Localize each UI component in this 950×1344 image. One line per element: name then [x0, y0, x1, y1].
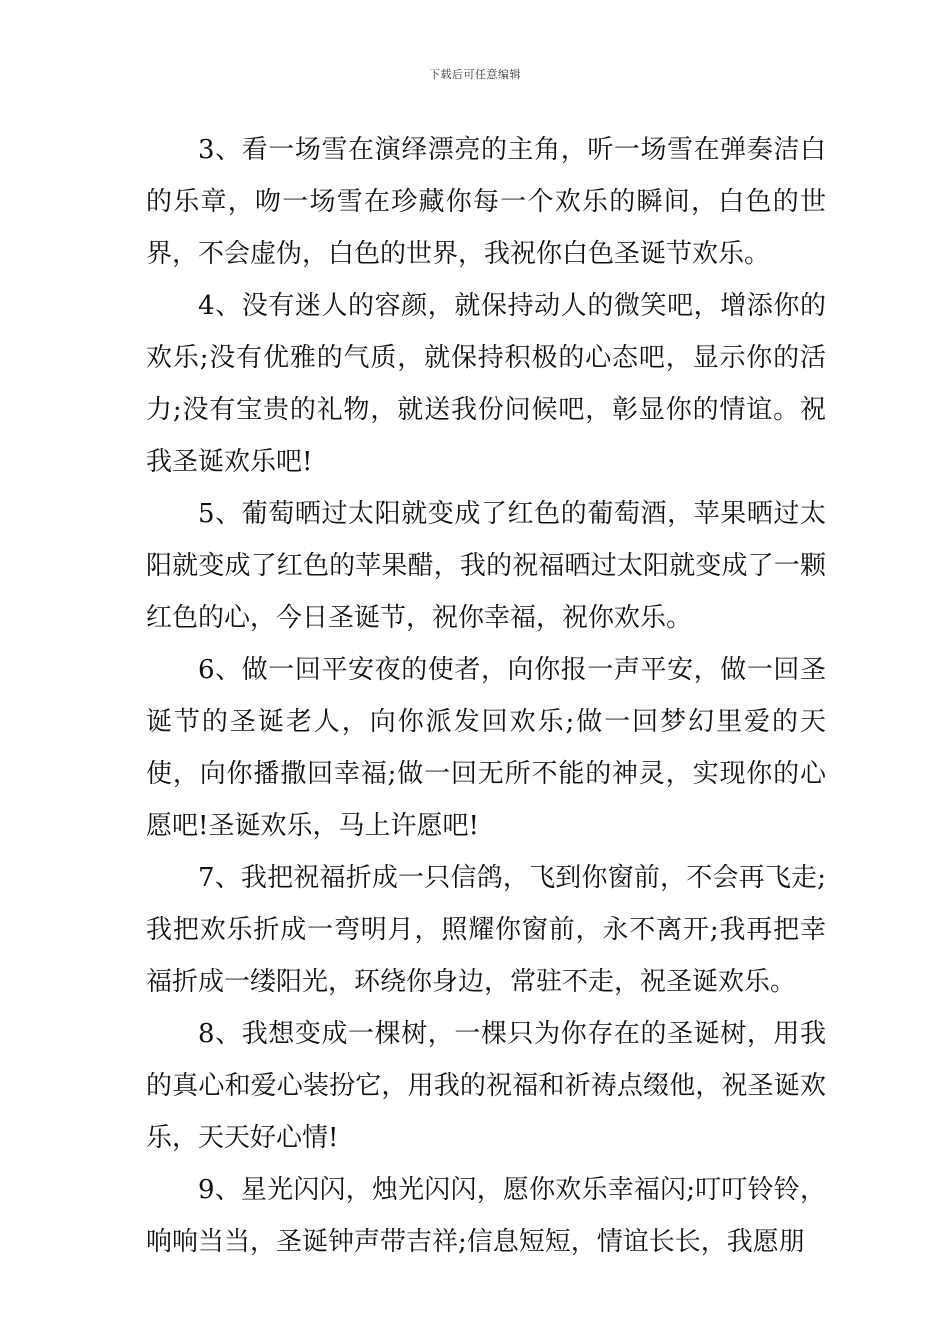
paragraph-3: 3、看一场雪在演绎漂亮的主角，听一场雪在弹奏洁白的乐章，吻一场雪在珍藏你每一个欢乐的瞬间，白色的世界，不会虚伪，白色的世界，我祝你白色圣诞节欢乐。 — [146, 135, 826, 269]
paragraph-9: 9、星光闪闪，烛光闪闪，愿你欢乐幸福闪;叮叮铃铃，响响当当，圣诞钟声带吉祥;信息短短，情谊长长，我愿朋 — [146, 1175, 826, 1257]
page-header: 下载后可任意编辑 — [429, 68, 521, 81]
paragraph-7: 7、我把祝福折成一只信鸽，飞到你窗前，不会再飞走;我把欢乐折成一弯明月，照耀你窗前，永不离开;我再把幸福折成一缕阳光，环绕你身边，常驻不走，祝圣诞欢乐。 — [146, 863, 826, 997]
paragraph-4: 4、没有迷人的容颜，就保持动人的微笑吧，增添你的欢乐;没有优雅的气质，就保持积极的心态吧，显示你的活力;没有宝贵的礼物，就送我份问候吧，彰显你的情谊。祝我圣诞欢乐吧! — [146, 291, 826, 477]
paragraph-6: 6、做一回平安夜的使者，向你报一声平安，做一回圣诞节的圣诞老人，向你派发回欢乐;做一回梦幻里爱的天使，向你播撒回幸福;做一回无所不能的神灵，实现你的心愿吧!圣诞欢乐，马上许愿吧! — [146, 655, 826, 841]
paragraph-8: 8、我想变成一棵树，一棵只为你存在的圣诞树，用我的真心和爱心装扮它，用我的祝福和祈祷点缀他，祝圣诞欢乐，天天好心情! — [146, 1019, 826, 1153]
paragraph-5: 5、葡萄晒过太阳就变成了红色的葡萄酒，苹果晒过太阳就变成了红色的苹果醋，我的祝福晒过太阳就变成了一颗红色的心，今日圣诞节，祝你幸福，祝你欢乐。 — [146, 499, 826, 633]
document-body — [146, 124, 826, 1268]
